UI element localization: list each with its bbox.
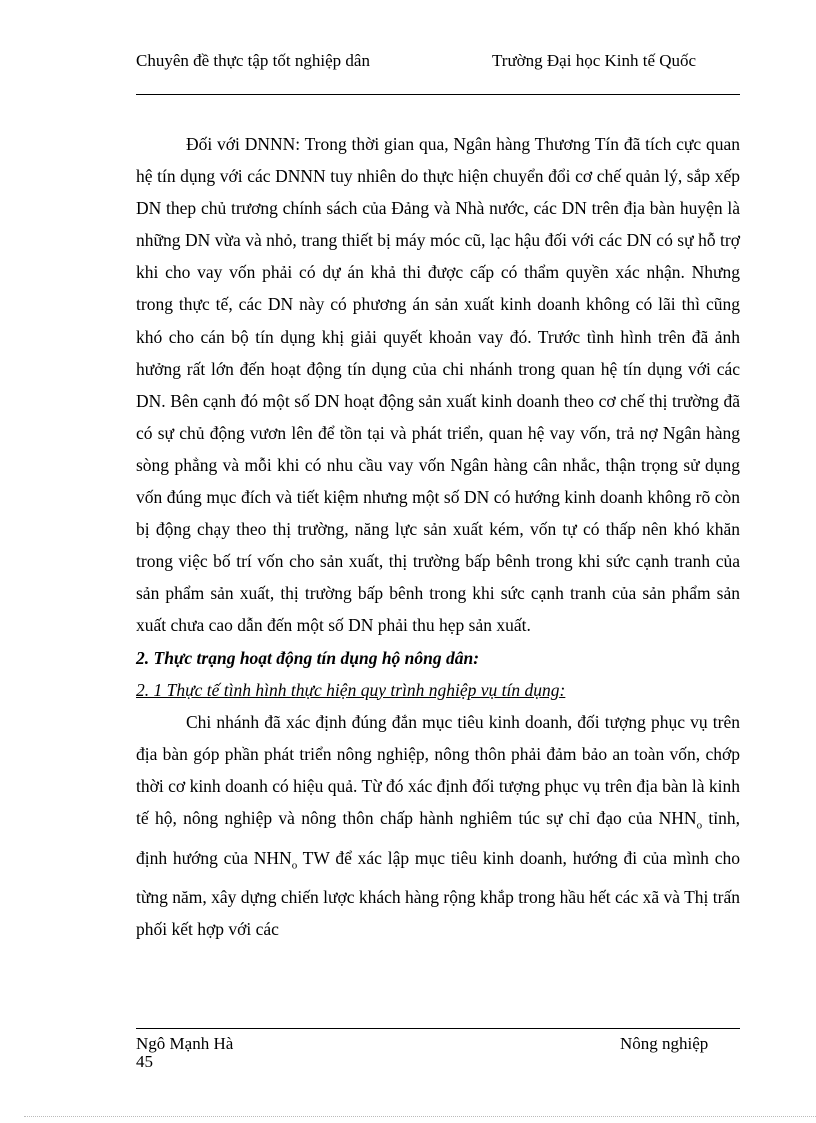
subscript-o: o xyxy=(291,859,298,872)
page-header xyxy=(136,50,740,95)
header-university-name: Trường Đại học Kinh tế Quốc xyxy=(492,51,697,70)
footer-author: Ngô Mạnh Hà xyxy=(136,1034,234,1053)
paragraph-dnnn: Đối với DNNN: Trong thời gian qua, Ngân hàng Thương Tín đã tích cực quan hệ tín dụng với các DNNN tuy nhiên do thực hiện chuyển đổi cơ chế quản lý, sắp xếp DN thep chủ trương chính sách của Đảng và Nhà nước, các DN trên địa bàn huyện là những DN vừa và nhỏ, trang thiết bị máy móc cũ, lạc hậu đối với các DN có sự hỗ trợ khi cho vay vốn phải có dự án khả thi được cấp có thẩm quyền xác nhận. Nhưng trong thực tế, các DN này có phương án sản xuất kinh doanh không có lãi thì cũng khó cho cán bộ tín dụng khị giải quyết khoản vay đó. Trước tình hình trên đã ảnh hưởng rất lớn đến hoạt động tín dụng của chi nhánh trong quan hệ tín dụng với các DN. Bên cạnh đó một số DN hoạt động sản xuất kinh doanh theo cơ chế thị trường đã có sự chủ động vươn lên để tồn tại và phát triển, quan hệ vay vốn, trả nợ Ngân hàng sòng phẳng và mỗi khi có nhu cầu vay vốn Ngân hàng cân nhắc, thận trọng sử dụng vốn đúng mục đích và tiết kiệm nhưng một số DN có hướng kinh doanh không rõ còn bị động chạy theo thị trường, năng lực sản xuất kém, vốn tự có thấp nên khó khăn trong việc bố trí vốn cho sản xuất, thị trường bấp bênh trong khi sức cạnh tranh của sản phẩm sản xuất, thị trường bấp bênh trong khi sức cạnh tranh của sản phẩm sản xuất chưa cao dẫn đến một số DN phải thu hẹp sản xuất. xyxy=(136,134,740,636)
paragraph-text-part2: tỉnh, định hướng của NHN xyxy=(136,807,740,868)
section-heading: 2. Thực trạng hoạt động tín dụng hộ nông dân: xyxy=(136,647,480,668)
paragraph-text-part3: TW để xác lập mục tiêu kinh doanh, hướng đi của mình cho từng năm, xây dựng chiến lược khách hàng rộng khắp trong hầu hết các xã và Thị trấn phối kết hợp với các xyxy=(136,847,741,940)
paragraph-branch-strategy xyxy=(136,706,740,946)
page-footer xyxy=(136,1028,740,1071)
subscript-o: o xyxy=(696,819,703,832)
page-edge-divider xyxy=(24,1116,816,1117)
footer-department: Nông nghiệp xyxy=(620,1034,709,1053)
body-content xyxy=(136,128,740,945)
header-document-title: Chuyên đề thực tập tốt nghiệp dân xyxy=(136,51,370,70)
subsection-heading: 2. 1 Thực tế tình hình thực hiện quy trình nghiệp vụ tín dụng: xyxy=(136,679,566,700)
paragraph-text-part1: Chi nhánh đã xác định đúng đắn mục tiêu kinh doanh, đối tượng phục vụ trên địa bàn góp phần phát triển nông nghiệp, nông thôn phải đảm bảo an toàn vốn, chớp thời cơ kinh doanh có hiệu quả. Từ đó xác định đối tượng phục vụ trên địa bàn là kinh tế hộ, nông nghiệp và nông thôn chấp hành nghiêm túc sự chỉ đạo của NHN xyxy=(136,711,740,828)
page-number: 45 xyxy=(136,1052,153,1071)
